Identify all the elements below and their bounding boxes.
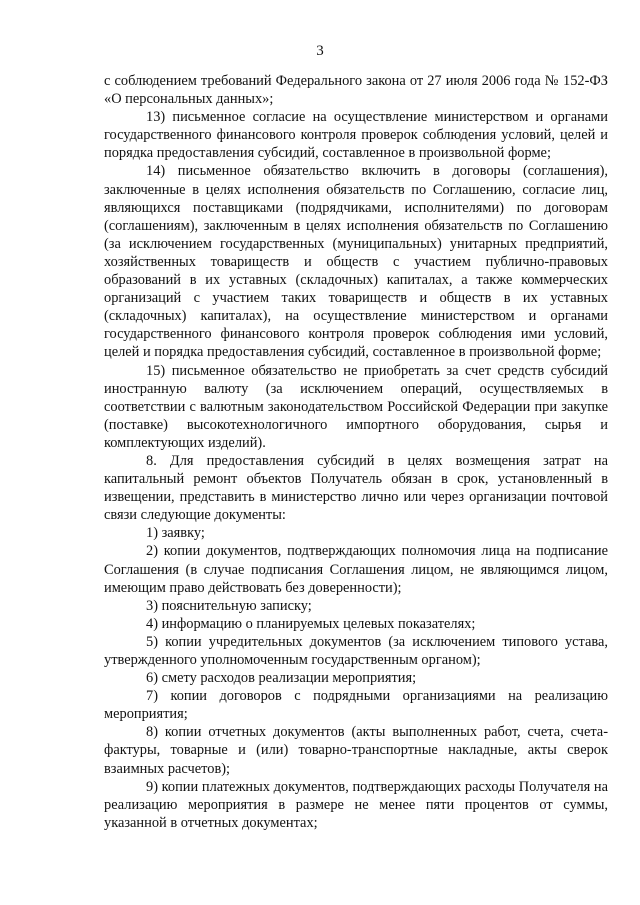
list-item-7: 7) копии договоров с подрядными организациями на реализацию мероприятия; — [104, 688, 608, 723]
page-number: 3 — [316, 43, 324, 59]
list-item-1: 1) заявку; — [146, 525, 205, 542]
paragraph-section-8: 8. Для предоставления субсидий в целях возмещения затрат на капитальный ремонт объектов Получатель обязан в срок, установленный в извещении, представить в министерство лично или через организации почтовой связи следующие документы: — [104, 452, 608, 524]
list-item-8: 8) копии отчетных документов (акты выполненных работ, счета, счета-фактуры, товарные и (или) товарно-транспортные накладные, акты сверок взаимных расчетов); — [104, 724, 608, 777]
paragraph-item-13: 13) письменное согласие на осуществление министерством и органами государственного финансового контроля проверок соблюдения условий, целей и порядка предоставления субсидий, составленное в произвольной форме; — [104, 109, 608, 162]
paragraph-continuation: с соблюдением требований Федерального закона от 27 июля 2006 года № 152-ФЗ «О персональных данных»; — [104, 73, 608, 108]
list-item-3: 3) пояснительную записку; — [146, 597, 312, 614]
list-item-5: 5) копии учредительных документов (за исключением типового устава, утвержденного уполномоченным государственным органом); — [104, 633, 608, 668]
paragraph-item-14: 14) письменное обязательство включить в договоры (соглашения), заключенные в целях исполнения обязательств по Соглашению, согласие лиц, являющихся поставщиками (подрядчиками, исполнителями) по договорам (соглашениям), заключенным в целях исполнения обязательств по Соглашению (за исключением государственных (муниципальных) унитарных предприятий, хозяйственных товариществ и обществ с участием публично-правовых образований в их уставных (складочных) капиталах, а также коммерческих организаций с участием таких товариществ и обществ в их уставных (складочных) капиталах), на осуществление министерством и органами государственного финансового контроля проверок соблюдения ими условий, целей и порядка предоставления субсидий, составленное в произвольной форме; — [104, 163, 608, 361]
list-item-4: 4) информацию о планируемых целевых показателях; — [146, 615, 476, 632]
list-item-6: 6) смету расходов реализации мероприятия; — [146, 670, 417, 687]
list-item-9: 9) копии платежных документов, подтверждающих расходы Получателя на реализацию мероприятия в размере не менее пяти процентов от суммы, указанной в отчетных документах; — [104, 778, 608, 831]
document-body — [104, 72, 608, 832]
list-item-2: 2) копии документов, подтверждающих полномочия лица на подписание Соглашения (в случае подписания Соглашения лицом, не являющимся лицом, имеющим право действовать без доверенности); — [104, 543, 608, 596]
paragraph-item-15: 15) письменное обязательство не приобретать за счет средств субсидий иностранную валюту (за исключением операций, осуществляемых в соответствии с валютным законодательством Российской Федерации при закупке (поставке) высокотехнологичного импортного оборудования, сырья и комплектующих изделий). — [104, 362, 608, 451]
